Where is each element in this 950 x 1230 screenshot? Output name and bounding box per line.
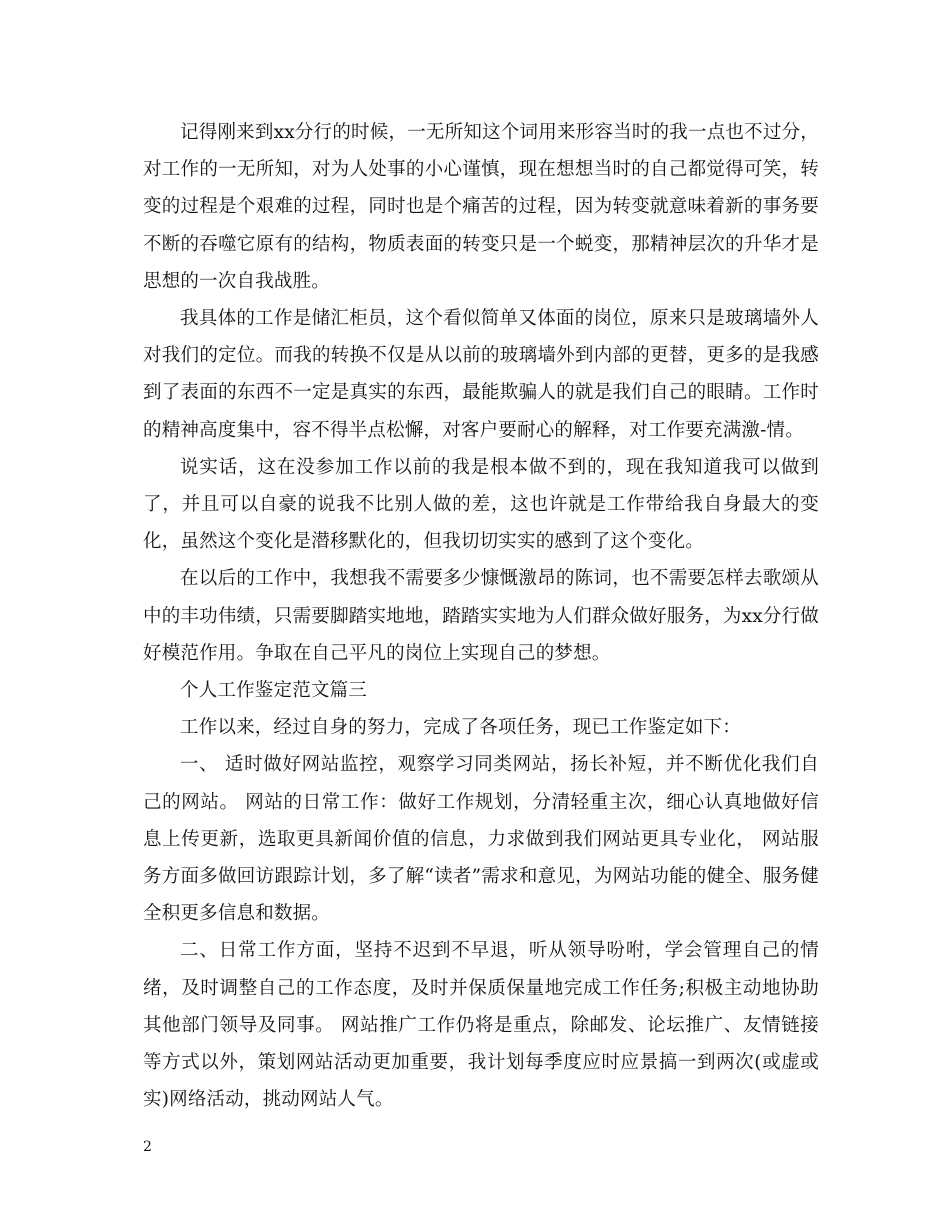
paragraph-honest-words: 说实话，这在没参加工作以前的我是根本做不到的，现在我知道我可以做到了，并且可以自豪的说我不比别人做的差，这也许就是工作带给我自身最大的变化，虽然这个变化是潜移默化的，但我切切实实的感到了这个变化。	[143, 456, 819, 553]
section-heading: 个人工作鉴定范文篇三	[180, 680, 368, 702]
paragraph-item-two: 二、日常工作方面，坚持不迟到不早退，听从领导吩咐，学会管理自己的情绪，及时调整自己的工作态度，及时并保质保量地完成工作任务;积极主动地协助其他部门领导及同事。 网站推广工作仍将是重点，除邮发、论坛推广、友情链接等方式以外，策划网站活动更加重要，我计划每季度应时应景搞一到两次(或虚或实)网络活动，挑动网站人气。	[143, 940, 819, 1111]
paragraph-summary-intro: 工作以来，经过自身的努力，完成了各项任务，现已工作鉴定如下：	[180, 717, 742, 739]
paragraph-xx-branch-arrival: 记得刚来到xx分行的时候，一无所知这个词用来形容当时的我一点也不过分，对工作的一无所知，对为人处事的小心谨慎，现在想想当时的自己都觉得可笑，转变的过程是个艰难的过程，同时也是个痛苦的过程，因为转变就意味着新的事务要不断的吞噬它原有的结构，物质表面的转变只是一个蜕变，那精神层次的升华才是思想的一次自我战胜。	[143, 122, 819, 292]
document-body	[143, 114, 819, 1118]
paragraph-item-one: 一、 适时做好网站监控，观察学习同类网站，扬长补短，并不断优化我们自己的网站。 网站的日常工作：做好工作规划，分清轻重主次，细心认真地做好信息上传更新，选取更具新闻价值的信息，力求做到我们网站更具专业化， 网站服务方面多做回访跟踪计划，多了解“读者”需求和意见，为网站功能的健全、服务健全积更多信息和数据。	[143, 754, 819, 925]
paragraph-teller-work: 我具体的工作是储汇柜员，这个看似简单又体面的岗位，原来只是玻璃墙外人对我们的定位。而我的转换不仅是从以前的玻璃墙外到内部的更替，更多的是我感到了表面的东西不一定是真实的东西，最能欺骗人的就是我们自己的眼睛。工作时的精神高度集中，容不得半点松懈，对客户要耐心的解释，对工作要充满激-情。	[143, 308, 819, 441]
paragraph-future-work: 在以后的工作中，我想我不需要多少慷慨激昂的陈词，也不需要怎样去歌颂从中的丰功伟绩，只需要脚踏实地地，踏踏实实地为人们群众做好服务，为xx分行做好模范作用。争取在自己平凡的岗位上实现自己的梦想。	[143, 568, 819, 664]
page-number: 2	[143, 1139, 152, 1155]
